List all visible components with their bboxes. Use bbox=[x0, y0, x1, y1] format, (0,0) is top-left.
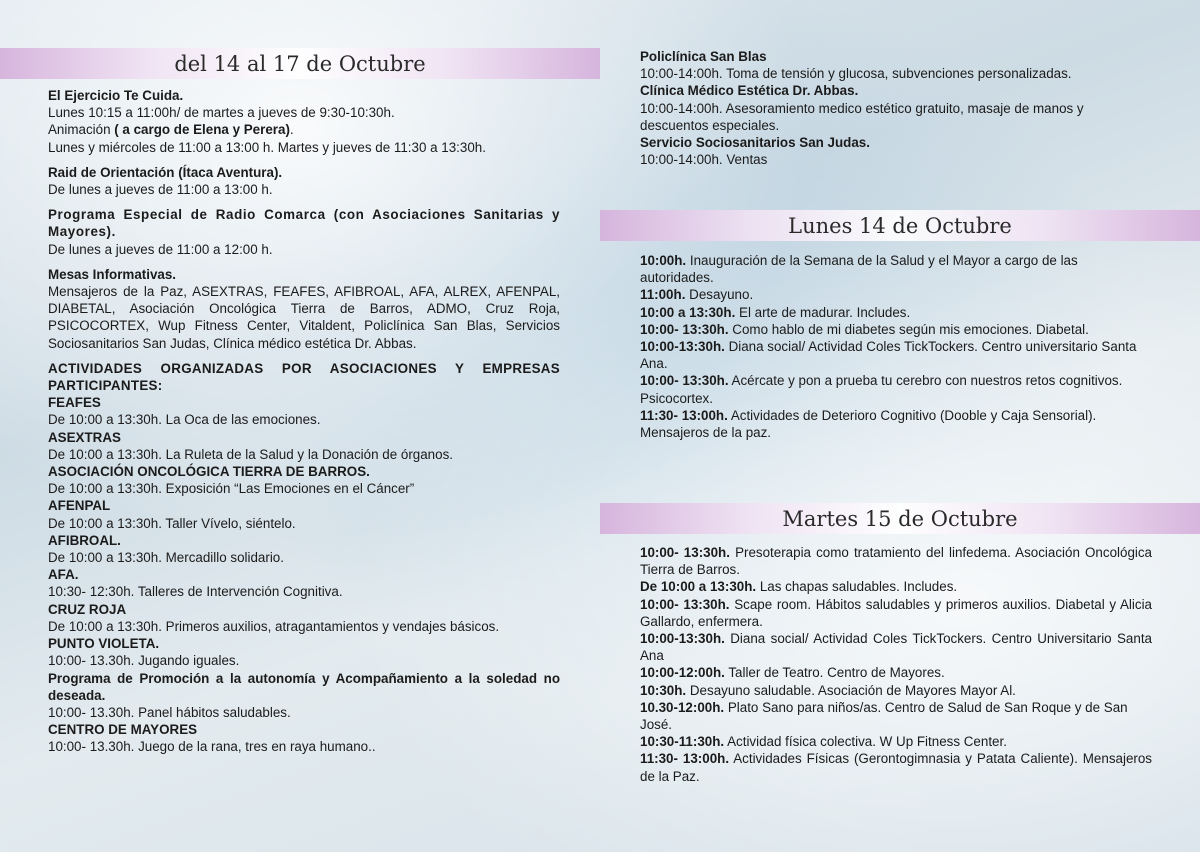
org-title: FEAFES bbox=[48, 395, 101, 411]
schedule-item bbox=[640, 699, 1152, 733]
schedule-time: 10:00- 13:30h. bbox=[640, 321, 729, 337]
right-top-column bbox=[640, 48, 1152, 168]
text-line: Lunes y miércoles de 11:00 a 13:00 h. Martes y jueves de 11:30 a 13:30h. bbox=[48, 139, 486, 155]
schedule-text: Actividad física colectiva. W Up Fitness Center. bbox=[724, 734, 1007, 750]
schedule-text: Inauguración de la Semana de la Salud y el Mayor a cargo de las autoridades. bbox=[640, 253, 1078, 286]
org-title: CENTRO DE MAYORES bbox=[48, 722, 198, 738]
schedule-item bbox=[640, 321, 1152, 338]
label-bold: ( a cargo de Elena y Perera) bbox=[110, 122, 290, 138]
section-title: Programa Especial de Radio Comarca (con Asociaciones Sanitarias y Mayores). bbox=[48, 207, 560, 240]
schedule-item bbox=[640, 750, 1152, 784]
schedule-time: 10:00 a 13:30h. bbox=[640, 304, 736, 320]
schedule-time: 11:00h. bbox=[640, 287, 686, 303]
org-title: PUNTO VIOLETA. bbox=[48, 636, 160, 652]
schedule-text: Desayuno saludable. Asociación de Mayores Mayor Al. bbox=[686, 682, 1016, 698]
text-line: Lunes 10:15 a 11:00h/ de martes a jueves de 9:30-10:30h. bbox=[48, 105, 395, 121]
text-line: De 10:00 a 13:30h. Mercadillo solidario. bbox=[48, 550, 284, 566]
org-title: Programa de Promoción a la autonomía y Acompañamiento a la soledad no deseada. bbox=[48, 670, 560, 703]
text-line: Mensajeros de la Paz, ASEXTRAS, FEAFES, AFIBROAL, AFA, ALREX, AFENPAL, DIABETAL, Asociación Oncológica Tierra de Barros, ADMO, Cruz Roja, PSICOCORTEX, Wup Fitness Center, Vitaldent, Policlínica San Blas, Servicios Sociosanitarios San Judas, Clínica médico estética Dr. Abbas. bbox=[48, 284, 560, 351]
schedule-time: De 10:00 a 13:30h. bbox=[640, 579, 757, 595]
schedule-item bbox=[640, 252, 1152, 286]
schedule-text: Taller de Teatro. Centro de Mayores. bbox=[724, 665, 945, 681]
org-title: Servicio Sociosanitarios San Judas. bbox=[640, 135, 870, 151]
schedule-item bbox=[640, 304, 1152, 321]
schedule-text: Desayuno. bbox=[685, 287, 754, 303]
schedule-item bbox=[640, 407, 1152, 441]
banner-title: del 14 al 17 de Octubre bbox=[174, 51, 426, 76]
schedule-item bbox=[640, 596, 1152, 630]
org-title: CRUZ ROJA bbox=[48, 601, 127, 617]
text-line: De 10:00 a 13:30h. La Oca de las emociones. bbox=[48, 412, 321, 428]
schedule-item bbox=[640, 372, 1152, 406]
org-title: AFIBROAL. bbox=[48, 532, 121, 548]
banner-martes bbox=[600, 503, 1200, 534]
label: . bbox=[289, 122, 294, 138]
banner-title: Martes 15 de Octubre bbox=[782, 506, 1018, 531]
schedule-time: 10:00- 13:30h. bbox=[640, 545, 730, 560]
schedule-text: Actividades de Deterioro Cognitivo (Dooble y Caja Sensorial). Mensajeros de la paz. bbox=[640, 407, 1097, 441]
text-line: 10:00-14:00h. Toma de tensión y glucosa, subvenciones personalizadas. bbox=[640, 66, 1072, 82]
schedule-text: Como hablo de mi diabetes según mis emociones. Diabetal. bbox=[728, 321, 1089, 337]
schedule-item bbox=[640, 338, 1152, 372]
schedule-time: 11:30- 13:00h. bbox=[640, 407, 728, 423]
schedule-text: Las chapas saludables. Includes. bbox=[756, 579, 958, 595]
section-title: Mesas Informativas. bbox=[48, 266, 177, 282]
schedule-text: Plato Sano para niños/as. Centro de Salud de San Roque y de San José. bbox=[640, 699, 1128, 733]
text-line: De 10:00 a 13:30h. Primeros auxilios, atragantamientos y vendajes básicos. bbox=[48, 618, 500, 634]
text-line: De lunes a jueves de 11:00 a 12:00 h. bbox=[48, 241, 273, 257]
text-line bbox=[48, 121, 560, 138]
schedule-text: Presoterapia como tratamiento del linfedema. Asociación Oncológica Tierra de Barros. bbox=[640, 545, 1153, 578]
org-title: AFENPAL bbox=[48, 498, 111, 514]
schedule-time: 10:00-13:30h. bbox=[640, 339, 725, 355]
text-line: De 10:00 a 13:30h. Taller Vívelo, siéntelo. bbox=[48, 515, 296, 531]
schedule-item bbox=[640, 544, 1152, 578]
section-title: Raid de Orientación (Ítaca Aventura). bbox=[48, 164, 283, 180]
org-title: AFA. bbox=[48, 567, 79, 583]
schedule-item bbox=[640, 630, 1152, 664]
text-line: De lunes a jueves de 11:00 a 13:00 h. bbox=[48, 182, 273, 198]
banner-lunes bbox=[600, 210, 1200, 241]
schedule-text: Diana social/ Actividad Coles TickTockers. Centro universitario Santa Ana. bbox=[640, 339, 1137, 372]
text-line: 10:30- 12:30h. Talleres de Intervención Cognitiva. bbox=[48, 584, 343, 600]
section-title: ACTIVIDADES ORGANIZADAS POR ASOCIACIONES Y EMPRESAS PARTICIPANTES: bbox=[48, 360, 560, 394]
banner-title: Lunes 14 de Octubre bbox=[788, 213, 1012, 238]
section-title: El Ejercicio Te Cuida. bbox=[48, 88, 184, 103]
schedule-item bbox=[640, 664, 1152, 681]
schedule-time: 10:00-13:30h. bbox=[640, 631, 725, 647]
org-title: Policlínica San Blas bbox=[640, 49, 767, 64]
schedule-item bbox=[640, 682, 1152, 699]
schedule-text: El arte de madurar. Includes. bbox=[735, 304, 911, 320]
schedule-text: Actividades Físicas (Gerontogimnasia y Patata Caliente). Mensajeros de la Paz. bbox=[640, 751, 1152, 784]
schedule-time: 10:00h. bbox=[640, 253, 687, 268]
schedule-item bbox=[640, 578, 1152, 595]
org-title: Clínica Médico Estética Dr. Abbas. bbox=[640, 83, 859, 99]
text-line: De 10:00 a 13:30h. La Ruleta de la Salud y la Donación de órganos. bbox=[48, 446, 453, 462]
schedule-time: 10.30-12:00h. bbox=[640, 699, 725, 715]
text-line: De 10:00 a 13:30h. Exposición “Las Emociones en el Cáncer” bbox=[48, 481, 415, 497]
schedule-text: Scape room. Hábitos saludables y primeros auxilios. Diabetal y Alicia Gallardo, enfermera. bbox=[640, 596, 1153, 629]
text-line: 10:00- 13.30h. Jugando iguales. bbox=[48, 653, 240, 669]
text-line: 10:00-14:00h. Asesoramiento medico estético gratuito, masaje de manos y descuentos especiales. bbox=[640, 100, 1084, 133]
label: Animación bbox=[48, 122, 111, 138]
schedule-time: 10:30-11:30h. bbox=[640, 734, 725, 750]
schedule-time: 10:00-12:00h. bbox=[640, 665, 725, 681]
martes-schedule bbox=[640, 544, 1152, 785]
schedule-time: 10:00- 13:30h. bbox=[640, 373, 729, 389]
schedule-time: 11:30- 13:00h. bbox=[640, 751, 730, 767]
schedule-text: Diana social/ Actividad Coles TickTockers. Centro Universitario Santa Ana bbox=[640, 631, 1152, 664]
schedule-text: Acércate y pon a prueba tu cerebro con nuestros retos cognitivos. Psicocortex. bbox=[640, 373, 1123, 406]
schedule-time: 10:00- 13:30h. bbox=[640, 596, 730, 612]
text-line: 10:00- 13.30h. Juego de la rana, tres en raya humano.. bbox=[48, 739, 376, 755]
org-title: ASEXTRAS bbox=[48, 429, 121, 445]
text-line: 10:00- 13.30h. Panel hábitos saludables. bbox=[48, 704, 291, 720]
schedule-item bbox=[640, 733, 1152, 750]
text-line: 10:00-14:00h. Ventas bbox=[640, 152, 768, 168]
org-title: ASOCIACIÓN ONCOLÓGICA TIERRA DE BARROS. bbox=[48, 464, 370, 480]
schedule-time: 10:30h. bbox=[640, 682, 687, 698]
schedule-item bbox=[640, 286, 1152, 303]
banner-date-range bbox=[0, 48, 600, 79]
lunes-schedule bbox=[640, 252, 1152, 441]
left-column bbox=[48, 87, 560, 756]
